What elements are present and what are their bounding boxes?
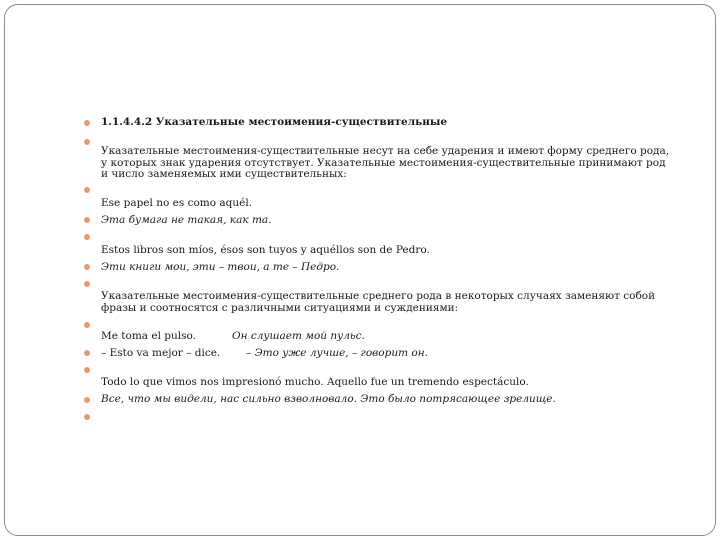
bullet-marker bbox=[84, 217, 90, 223]
section-heading: 1.1.4.4.2 Указательные местоимения-существительные bbox=[101, 116, 448, 128]
bullet-marker bbox=[84, 281, 90, 287]
example-spanish: Estos libros son míos, ésos son tuyos y aquéllos son de Pedro. bbox=[101, 244, 430, 256]
bullet-marker bbox=[84, 414, 90, 420]
bullet-marker bbox=[84, 367, 90, 373]
example-spanish: Me toma el pulso. bbox=[101, 330, 197, 342]
example-russian: Эта бумага не такая, как та. bbox=[101, 214, 272, 226]
example-russian: Все, что мы видели, нас сильно взволновало. Это было потрясающее зрелище. bbox=[101, 393, 556, 405]
paragraph-intro: Указательные местоимения-существительные несут на себе ударения и имеют форму среднего рода, у которых знак ударения отсутствует. Указательные местоимения-существительные принимают род и число заменяемых ими существительных: bbox=[101, 145, 670, 180]
bullet-marker bbox=[84, 139, 90, 145]
example-spanish: Todo lo que vimos nos impresionó mucho. Aquello fue un tremendo espectáculo. bbox=[101, 376, 529, 388]
example-russian: Эти книги мои, эти – твои, а те – Педро. bbox=[101, 261, 340, 273]
bullet-marker bbox=[84, 187, 90, 193]
example-russian: – Это уже лучше, – говорит он. bbox=[246, 347, 428, 359]
bullet-marker bbox=[84, 322, 90, 328]
bullet-marker bbox=[84, 397, 90, 403]
bullet-marker bbox=[84, 234, 90, 240]
example-russian: Он слушает мой пульс. bbox=[232, 330, 365, 342]
example-spanish: – Esto va mejor – dice. bbox=[101, 347, 221, 359]
bullet-marker bbox=[84, 350, 90, 356]
paragraph-neuter: Указательные местоимения-существительные среднего рода в некоторых случаях заменяют собой фразы и соотносятся с различными ситуациями и суждениями: bbox=[101, 290, 656, 314]
bullet-marker bbox=[84, 264, 90, 270]
example-spanish: Ese papel no es como aquél. bbox=[101, 197, 253, 209]
bullet-marker bbox=[84, 120, 90, 126]
